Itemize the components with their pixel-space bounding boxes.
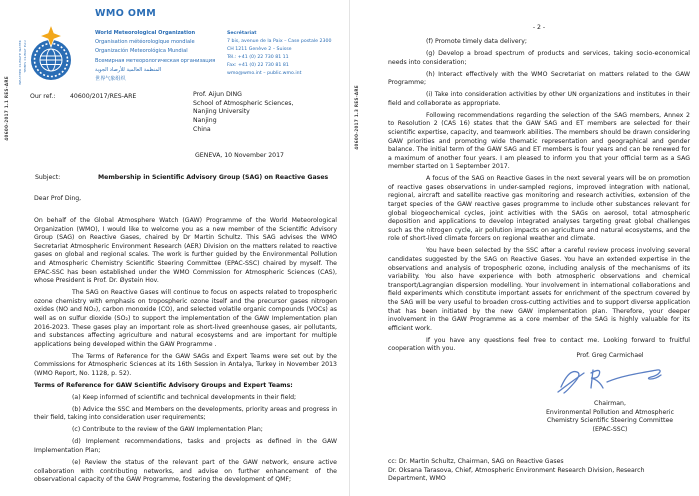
edge-stamp-page1: 40600-2017 1.1 RES-ARE — [4, 76, 9, 141]
salutation: Dear Prof Ding, — [34, 195, 82, 202]
org-name-ru: Всемирная метеорологическая организация — [95, 57, 216, 64]
signatory-title-4: (EPAC-SSC) — [592, 426, 628, 434]
term-item-a: (a) Keep informed of scientific and technical developments in their field; — [72, 393, 297, 401]
term-item-h: (h) Interact effectively with the WMO Secretariat on matters related to the GAW Programme; — [388, 70, 690, 87]
org-name-en: World Meteorological Organization — [95, 30, 196, 36]
paragraph-on-behalf: On behalf of the Global Atmosphere Watch (GAW) Programme of the World Meteorological Organization (WMO), I would like to welcome you as a new member of the Scientific Advisory Group (SAG) on Reactive Gases, chaired by Dr Martin Schultz. This SAG advises the WMO Secretariat Atmospheric Environment Research (AER) Division on the matters related to reactive gases on global and regional scales. The work is further guided by the Environmental Pollution and Atmospheric Chemistry Scientific Steering Committee (EPAC-SSC) chaired by myself. The EPAC-SSC has been established under the WMO Commission for Atmospheric Sciences (CAS), whose President is Prof. Dr. Øystein Hov. — [34, 217, 337, 285]
letter-body-page1 — [34, 217, 337, 488]
page-number: - 2 - — [532, 24, 546, 31]
our-ref-value: 40600/2017/RES-ARE — [70, 93, 137, 100]
signatory-name: Prof. Greg Carmichael — [576, 352, 644, 359]
letter-page-2 — [350, 0, 699, 496]
letter-page-1 — [0, 0, 349, 496]
logo-watermark-weather: WEATHER CLIMATE WATER — [18, 40, 22, 85]
signatory-title-3: Chemistry Scientific Steering Committee — [546, 417, 674, 425]
secretariat-email: wmo@wmo.int – public.wmo.int — [227, 71, 302, 76]
term-item-b: (b) Advice the SSC and Members on the developments, priority areas and progress in their field, taking into consideration user requirements; — [34, 405, 337, 422]
recipient-city: Nanjing — [193, 117, 217, 125]
secretariat-block — [227, 30, 332, 78]
cc-line-2: Dr. Oksana Tarasova, Chief, Atmospheric Environment Research Division, Research Department, WMO — [388, 466, 645, 483]
term-item-i: (i) Take into consideration activities by other UN organizations and institutes in their field and collaborate as appropriate. — [388, 91, 690, 107]
wmo-logo-icon — [27, 25, 73, 81]
paragraph-selection: Following recommendations regarding the selection of the SAG members, Annex 2 to Resolution 2 (CAS 16) states that the GAW SAG and ET members are selected for their scientific expertise, capacity, and teamwork abilities. The members should be drawn considering GAW priorities and promoting wide thematic representation and geographical and gender balance. The initial term of the GAW SAG and ET members is four years and can be renewed for a maximum of another four years. I am pleased to inform you that your official term as a SAG member started on 1 September 2017. — [388, 111, 690, 171]
org-name-es: Organización Meteorológica Mundial — [95, 48, 188, 55]
secretariat-tel: Tél.: +41 (0) 22 730 81 11 — [227, 55, 289, 60]
org-name-fr: Organisation météorologique mondiale — [95, 39, 195, 46]
paragraph-terms-set: The Terms of Reference for the GAW SAGs and Expert Teams were set out by the Commissions for Atmospheric Sciences at its 16th Session in Antalya, Turkey in November 2013 (WMO Report, No. 1128, p. 52). — [34, 352, 337, 377]
paragraph-why-selected: You have been selected by the SSC after a careful review process involving several candidates suggested by the SAG on Reactive Gases. You have an extended expertise in the observations and analysis of tropospheric ozone, including analysis of the mechanisms of its variability. You also have experience with both atmospheric observations and chemical transport/Lagrangian dispersion modelling. Your involvement in international collaborations and field experiments which constitute important assets for enrichment of the spectrum covered by the SAG will be very useful to broaden cross-cutting activities and to support diverse application that has been initiated by the new GAW implementation plan. Therefore, your deeper involvement in the GAW Programme as a core member of the SAG is highly valuable for its efficient work. — [388, 247, 690, 332]
term-item-f: (f) Promote timely data delivery; — [426, 38, 527, 45]
secretariat-address-2: CH 1211 Genève 2 – Suisse — [227, 47, 292, 52]
org-name-zh: 世界气象组织 — [95, 76, 126, 83]
subject-text: Membership in Scientific Advisory Group (SAG) on Reactive Gases — [98, 174, 329, 181]
term-item-c: (c) Contribute to the review of the GAW Implementation Plan; — [72, 426, 263, 434]
secretariat-title: Secrétariat — [227, 31, 257, 36]
recipient-address — [193, 91, 294, 135]
recipient-country: China — [193, 125, 211, 133]
org-names-block — [95, 29, 215, 84]
recipient-name: Prof. Aijun DING — [193, 91, 242, 98]
our-ref-label: Our ref.: — [30, 93, 56, 100]
recipient-dept: School of Atmospheric Sciences, — [193, 99, 294, 107]
cc-block — [388, 458, 683, 484]
term-item-e: (e) Review the status of the relevant part of the GAW network, ensure active collaboration with contributing networks, and advise on further enhancement of the observational capacity of the GAW Programme, fostering the development of QMF; — [34, 458, 337, 484]
letter-body-page2 — [388, 38, 690, 357]
recipient-university: Nanjing University — [193, 108, 250, 116]
date-line: GENEVA, 10 November 2017 — [195, 152, 284, 159]
paragraph-questions: If you have any questions feel free to contact me. Looking forward to fruitful cooperation with you. — [388, 336, 690, 353]
org-name-ar: المنظمة العالمية للأرصاد الجوية — [95, 66, 162, 73]
subject-label: Subject: — [35, 174, 61, 181]
signatory-title-1: Chairman, — [594, 400, 626, 407]
secretariat-fax: Fax: +41 (0) 22 730 81 81 — [227, 63, 289, 68]
signature-icon — [555, 360, 665, 396]
term-item-d: (d) Implement recommendations, tasks and projects as defined in the GAW Implementation Plan; — [34, 438, 337, 454]
terms-heading: Terms of Reference for GAW Scientific Advisory Groups and Expert Teams: — [34, 381, 293, 389]
edge-stamp-page2: 40600-2017 1.3 RES-ARE — [354, 85, 359, 150]
brand-wmo-omm: WMO OMM — [95, 8, 157, 19]
signatory-title-2: Environmental Pollution and Atmospheric — [546, 408, 674, 416]
paragraph-focus-areas: A focus of the SAG on Reactive Gases in the next several years will be on promotion of reactive gases observations in under-sampled regions, improved integration with national, regional, aircraft and satellite reactive gas monitoring and research activities, extension of the target species of the GAW reactive gases programme to include other substances relevant for global biogeochemical cycles, joint activities with the SAGs on aerosol, total atmospheric deposition and applications to develop integrated analyses targeting great global challenges such as the nitrogen cycle, air pollution impacts on agriculture and natural ecosystems, and the role of short-lived climate forcers on regional weather and climate. — [388, 175, 690, 243]
paragraph-sag-focus: The SAG on Reactive Gases will continue to focus on aspects related to tropospheric ozone chemistry with emphasis on tropospheric ozone itself and the precursor gases nitrogen oxides (NO and NO₂), carbon monoxide (CO), and selected volatile organic compounds (VOCs) as well as on sulfur dioxide (SO₂) to support the implementation of the GAW Implementation plan 2016-2023. These gases play an important role as short-lived greenhouse gases, air pollutants, and substances affecting agriculture and natural ecosystems and are important for multiple applications being developed within the GAW Programme . — [34, 289, 337, 348]
term-item-g: (g) Develop a broad spectrum of products and services, taking socio-economical needs into consideration; — [388, 49, 690, 66]
logo-watermark-temps: TEMPS CLIMAT EAU — [23, 40, 27, 73]
cc-line-1: cc: Dr. Martin Schultz, Chairman, SAG on Reactive Gases — [388, 458, 564, 465]
signatory-title-block — [500, 400, 699, 435]
secretariat-address-1: 7 bis, avenue de la Paix – Case postale 2300 — [227, 39, 332, 44]
